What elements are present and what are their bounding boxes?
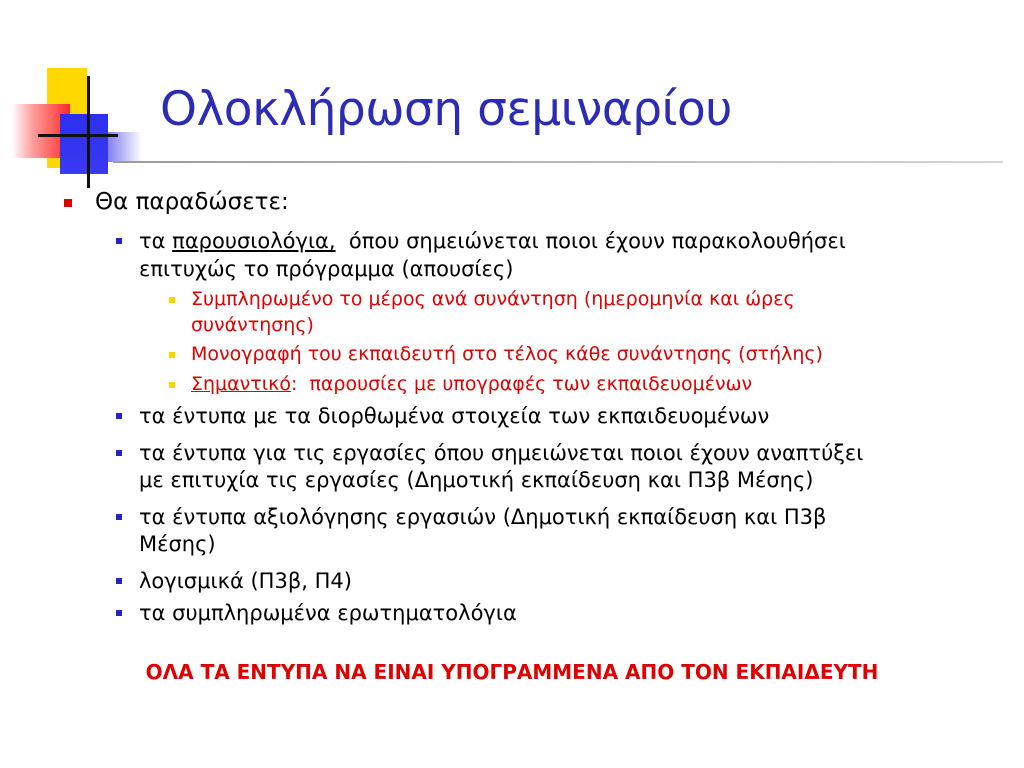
list-item-line: λογισμικά (Π3β, Π4) (139, 569, 352, 593)
blue-square-bullet-icon (116, 514, 122, 520)
important-label: Σημαντικό (191, 373, 291, 395)
list-item-line: με επιτυχία τις εργασίες (Δημοτική εκπαίδευση και Π3β Μέσης) (139, 468, 814, 492)
attendance-sheets-term: παρουσιολόγια, (172, 229, 336, 253)
signature-requirement-note: ΟΛΑ ΤΑ ΕΝΤΥΠΑ ΝΑ ΕΙΝΑΙ ΥΠΟΓΡΑΜΜΕΝΑ ΑΠΟ ΤΟΝ ΕΚΠΑΙΔΕΥΤΗ (145, 660, 879, 684)
blue-square-bullet-icon (116, 413, 122, 419)
list-item-line: τα έντυπα για τις εργασίες όπου σημειώνεται ποιοι έχουν αναπτύξει (139, 441, 864, 465)
blue-square-bullet-icon (116, 238, 122, 244)
list-item-line: τα συμπληρωμένα ερωτηματολόγια (139, 601, 517, 625)
sub-list-item-line: Μονογραφή του εκπαιδευτή στο τέλος κάθε συνάντησης (στήλης) (191, 343, 823, 365)
list-item-rest: όπου σημειώνεται ποιοι έχουν παρακολουθήσει (335, 229, 846, 253)
blue-square-bullet-icon (116, 450, 122, 456)
list-item-text: Θα παραδώσετε: (95, 189, 289, 215)
horizontal-line-shape (38, 134, 118, 137)
list-item-line: τα έντυπα με τα διορθωμένα στοιχεία των εκπαιδευομένων (139, 404, 770, 428)
vertical-line-shape (87, 76, 90, 188)
list-item-line: Μέσης) (139, 532, 216, 556)
list-item-line (139, 227, 846, 256)
list-item-prefix: τα (139, 229, 173, 253)
sub-list-item-line (191, 371, 752, 397)
sub-list-item-rest: : παρουσίες με υπογραφές των εκπαιδευομένων (290, 373, 753, 395)
blue-square-shape (60, 114, 108, 174)
yellow-square-bullet-icon (169, 297, 175, 303)
list-item-line: επιτυχώς το πρόγραμμα (απουσίες) (139, 257, 514, 281)
sub-list-item-line: συνάντησης) (191, 314, 314, 336)
list-item-line: τα έντυπα αξιολόγησης εργασιών (Δημοτική εκπαίδευση και Π3β (139, 505, 827, 529)
blue-square-bullet-icon (116, 578, 122, 584)
sub-list-item-line: Συμπληρωμένο το μέρος ανά συνάντηση (ημερομηνία και ώρες (191, 288, 795, 310)
slide-title: Ολοκλήρωση σεμιναρίου (160, 82, 732, 137)
red-square-bullet-icon (64, 199, 72, 207)
yellow-square-bullet-icon (169, 352, 175, 358)
blue-square-bullet-icon (116, 610, 122, 616)
title-divider (113, 161, 1003, 163)
yellow-square-bullet-icon (169, 382, 175, 388)
